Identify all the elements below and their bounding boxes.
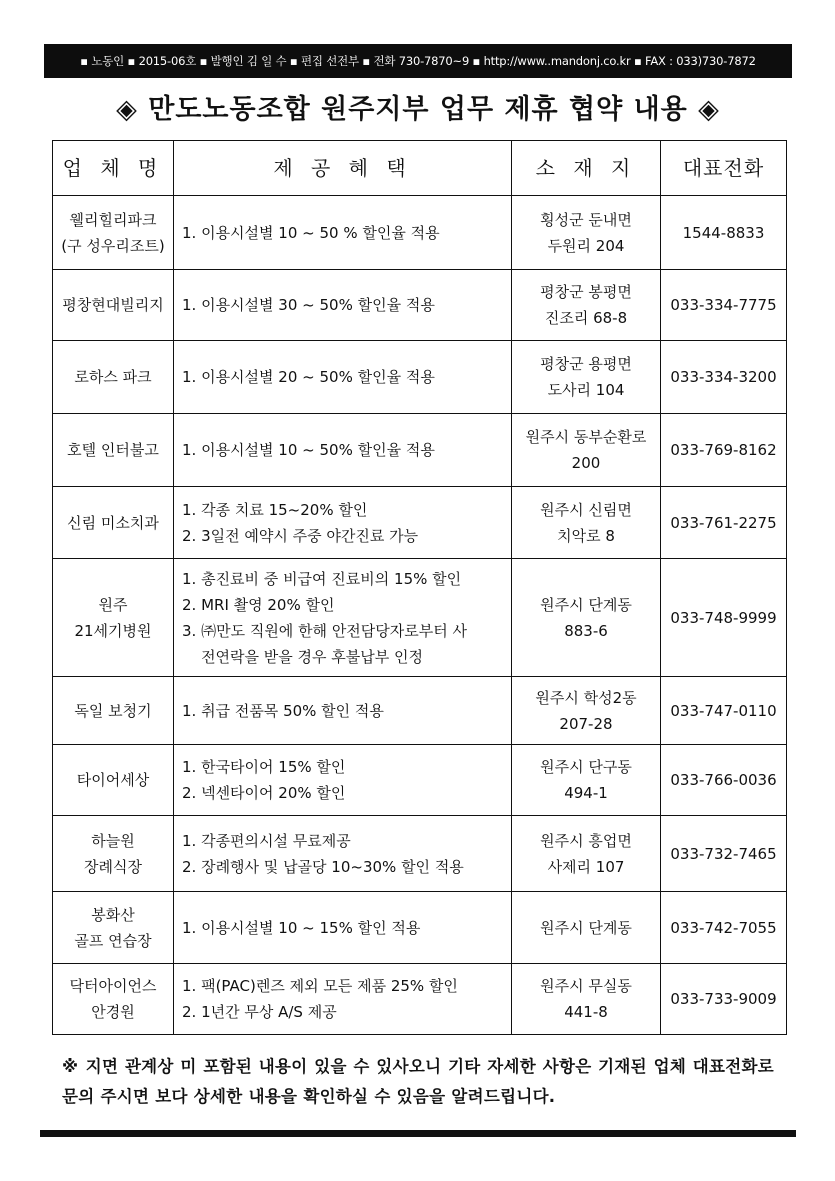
- location-line: 치악로 8: [557, 526, 615, 545]
- benefit-line: 1. 이용시설별 20 ~ 50% 할인율 적용: [182, 368, 435, 386]
- location: [512, 487, 661, 559]
- company-name-line: 21세기병원: [74, 621, 152, 640]
- benefit: [174, 270, 512, 341]
- location-line: 진조리 68-8: [544, 309, 628, 327]
- benefit-line: 2. 장례행사 및 납골당 10~30% 할인 적용: [182, 857, 464, 876]
- company-name-line: 신림 미소치과: [67, 513, 159, 532]
- phone-number: 033-748-9999: [661, 559, 787, 677]
- company-name: [53, 892, 174, 964]
- company-name-line: 장례식장: [84, 857, 142, 876]
- company-name-line: 로하스 파크: [74, 368, 152, 386]
- table-row: [53, 677, 787, 745]
- benefit-line: 1. 총진료비 중 비급여 진료비의 15% 할인: [182, 569, 462, 588]
- header-phone: 대표전화: [661, 141, 787, 196]
- location: [512, 270, 661, 341]
- company-name-line: 호텔 인터불고: [67, 441, 159, 459]
- table-row: [53, 816, 787, 892]
- phone-number: 033-769-8162: [661, 414, 787, 487]
- benefit-line: 2. 넥센타이어 20% 할인: [182, 784, 346, 802]
- company-name-line: 타이어세상: [76, 771, 150, 789]
- location-line: 원주시 단계동: [540, 918, 632, 937]
- company-name: [53, 341, 174, 414]
- location-line: 평창군 봉평면: [540, 283, 632, 301]
- benefit-line: 1. 이용시설별 10 ~ 50 % 할인율 적용: [182, 223, 440, 242]
- location: [512, 816, 661, 892]
- benefit: [174, 964, 512, 1035]
- company-name-line: 평창현대빌리지: [62, 296, 164, 314]
- partnership-table: [52, 140, 787, 1035]
- phone-number: 033-733-9009: [661, 964, 787, 1035]
- company-name-line: 골프 연습장: [74, 931, 152, 950]
- benefit: [174, 745, 512, 816]
- location-line: 원주시 흥업면: [540, 831, 632, 850]
- company-name-line: 닥터아이언스: [69, 977, 157, 995]
- company-name: [53, 745, 174, 816]
- table-row: [53, 892, 787, 964]
- company-name-line: 웰리힐리파크: [69, 210, 157, 229]
- phone-number: 033-761-2275: [661, 487, 787, 559]
- benefit: [174, 487, 512, 559]
- table-row: [53, 414, 787, 487]
- benefit-line: 1. 각종편의시설 무료제공: [182, 831, 351, 850]
- benefit: [174, 892, 512, 964]
- location-line: 원주시 단계동: [540, 595, 632, 614]
- benefit-line: 2. 3일전 예약시 주중 야간진료 가능: [182, 526, 419, 545]
- company-name: [53, 559, 174, 677]
- location-line: 사제리 107: [547, 857, 625, 876]
- location-line: 두원리 204: [547, 236, 625, 255]
- location-line: 494-1: [564, 784, 608, 802]
- benefit-line: 2. MRI 촬영 20% 할인: [182, 595, 335, 614]
- location-line: 원주시 무실동: [540, 977, 632, 995]
- phone-number: 033-334-3200: [661, 341, 787, 414]
- location: [512, 341, 661, 414]
- phone-number: 033-742-7055: [661, 892, 787, 964]
- benefit: [174, 559, 512, 677]
- benefit-line: 전연락을 받을 경우 후불납부 인정: [182, 647, 424, 666]
- page-title: ◈ 만도노동조합 원주지부 업무 제휴 협약 내용 ◈: [116, 94, 720, 125]
- company-name: [53, 677, 174, 745]
- phone-number: 1544-8833: [661, 196, 787, 270]
- location: [512, 892, 661, 964]
- footnote: ※ 지면 관계상 미 포함된 내용이 있을 수 있사오니 기타 자세한 사항은 기재된 업체 대표전화로 문의 주시면 보다 상세한 내용을 확인하실 수 있음을 알려드립니다.: [62, 1057, 774, 1106]
- location: [512, 745, 661, 816]
- benefit-line: 2. 1년간 무상 A/S 제공: [182, 1003, 337, 1021]
- company-name-line: 봉화산: [91, 905, 135, 924]
- phone-number: 033-334-7775: [661, 270, 787, 341]
- benefit-line: 1. 한국타이어 15% 할인: [182, 758, 346, 776]
- location-line: 441-8: [564, 1003, 608, 1021]
- company-name: [53, 196, 174, 270]
- benefit: [174, 196, 512, 270]
- location-line: 원주시 단구동: [540, 758, 632, 776]
- header-benefit: 제 공 혜 택: [174, 141, 512, 196]
- company-name-line: 원주: [98, 595, 128, 614]
- benefit: [174, 816, 512, 892]
- location-line: 원주시 동부순환로: [525, 428, 647, 446]
- company-name: [53, 414, 174, 487]
- benefit-line: 1. 취급 전품목 50% 할인 적용: [182, 701, 384, 720]
- benefit-line: 1. 이용시설별 10 ~ 15% 할인 적용: [182, 918, 421, 937]
- header-company: 업 체 명: [53, 141, 174, 196]
- table-row: [53, 559, 787, 677]
- benefit: [174, 341, 512, 414]
- company-name: [53, 964, 174, 1035]
- location-line: 원주시 신림면: [540, 500, 632, 519]
- location: [512, 559, 661, 677]
- benefit-line: 1. 이용시설별 10 ~ 50% 할인율 적용: [182, 441, 435, 459]
- benefit-line: 1. 이용시설별 30 ~ 50% 할인율 적용: [182, 296, 435, 314]
- benefit: [174, 414, 512, 487]
- company-name: [53, 816, 174, 892]
- location-line: 207-28: [559, 714, 613, 733]
- location-line: 횡성군 둔내면: [540, 210, 632, 229]
- phone-number: 033-766-0036: [661, 745, 787, 816]
- location: [512, 196, 661, 270]
- company-name-line: 하늘원: [91, 831, 135, 850]
- benefit-line: 3. ㈜만도 직원에 한해 안전담당자로부터 사: [182, 621, 467, 640]
- location-line: 평창군 용평면: [540, 355, 632, 373]
- footer-rule: [40, 1130, 796, 1137]
- table-row: [53, 196, 787, 270]
- benefit-line: 1. 팩(PAC)렌즈 제외 모든 제품 25% 할인: [182, 977, 458, 995]
- newsletter-header-bar: [44, 44, 792, 78]
- benefit: [174, 677, 512, 745]
- location-line: 도사리 104: [547, 381, 625, 399]
- company-name: [53, 270, 174, 341]
- table-row: [53, 964, 787, 1035]
- phone-number: 033-732-7465: [661, 816, 787, 892]
- company-name-line: 안경원: [91, 1003, 135, 1021]
- location: [512, 414, 661, 487]
- location-line: 883-6: [564, 621, 608, 640]
- location-line: 200: [571, 454, 601, 472]
- phone-number: 033-747-0110: [661, 677, 787, 745]
- location: [512, 677, 661, 745]
- location: [512, 964, 661, 1035]
- benefit-line: 1. 각종 치료 15~20% 할인: [182, 500, 368, 519]
- table-row: [53, 745, 787, 816]
- location-line: 원주시 학성2동: [535, 688, 637, 707]
- table-row: [53, 487, 787, 559]
- table-header-row: [53, 141, 787, 196]
- company-name: [53, 487, 174, 559]
- table-row: [53, 341, 787, 414]
- header-location: 소 재 지: [512, 141, 661, 196]
- company-name-line: 독일 보청기: [74, 701, 152, 720]
- header-info-text: ▪ 노동인 ▪ 2015-06호 ▪ 발행인 김 일 수 ▪ 편집 선전부 ▪ 전화 730-7870~9 ▪ http://www..mandonj.co.kr ▪ FAX : 033)730-7872: [80, 54, 756, 68]
- table-row: [53, 270, 787, 341]
- company-name-line: (구 성우리조트): [61, 236, 165, 255]
